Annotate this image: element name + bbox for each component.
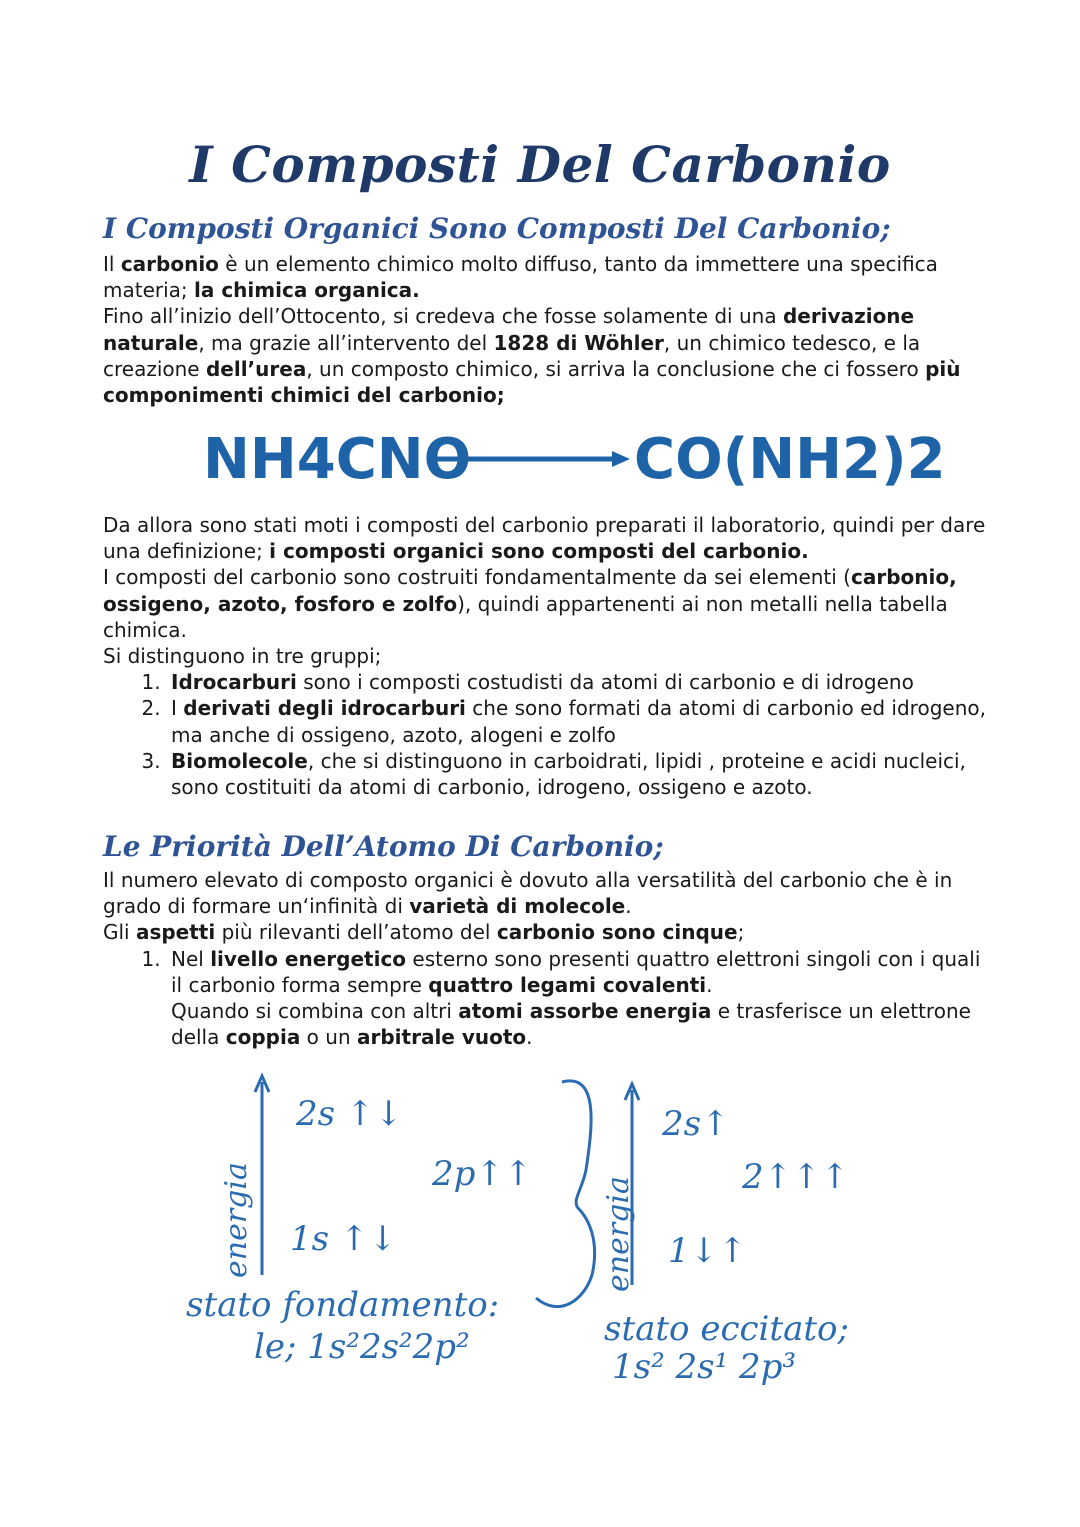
paragraph: Da allora sono stati moti i composti del carbonio preparati il laboratorio, quindi per dare una definizione; i composti organici sono composti del carbonio. — [103, 513, 986, 564]
paragraph: Il carbonio è un elemento chimico molto diffuso, tanto da immettere una specifica materia; la chimica organica. — [103, 252, 938, 303]
paragraph: Il numero elevato di composto organici è dovuto alla versatilità del carbonio che è in grado di formare un‘infinità di varietà di molecole. — [103, 868, 953, 919]
paragraph: I composti del carbonio sono costruiti fondamentalmente da sei elementi (carbonio, ossigeno, azoto, fosforo e zolfo), quindi appartenenti ai non metalli nella tabella chimica. — [103, 565, 957, 642]
right-caption-state: stato eccitato; — [604, 1309, 849, 1349]
page-title: I Composti Del Carbonio — [189, 135, 891, 194]
paragraph: Fino all’inizio dell’Ottocento, si credeva che fosse solamente di una derivazione naturale, ma grazie all’intervento del 1828 di Wöhler, un chimico tedesco, e la creazione dell’urea, un composto chimico, si arriva la conclusione che ci fossero più componimenti chimici del carbonio; — [103, 304, 961, 408]
paragraph: Gli aspetti più rilevanti dell’atomo del carbonio sono cinque; — [103, 920, 745, 945]
list-item: 1. Nel livello energetico esterno sono presenti quattro elettroni singoli con i quali il carbonio forma sempre quattro legami covalenti. Quando si combina con altri atomi assorbe energia e trasferisce un elettrone della coppia o un arbitrale vuoto. — [167, 946, 993, 1051]
right-axis-label: energia — [601, 1176, 636, 1292]
right-caption-config: 1s² 2s¹ 2p³ — [612, 1347, 797, 1387]
brace-icon — [536, 1081, 595, 1307]
right-level-1s: 1↓↑ — [668, 1231, 747, 1271]
left-level-1s: 1s ↑↓ — [290, 1219, 397, 1259]
product-label: CO(NH2)2 — [634, 427, 946, 492]
right-level-2p: 2↑↑↑ — [742, 1157, 850, 1197]
paragraph: Si distinguono in tre gruppi; — [103, 644, 382, 669]
reactant-label: NH4CNO — [203, 427, 472, 492]
right-level-2s: 2s↑ — [662, 1104, 730, 1144]
left-axis-label: energia — [219, 1162, 254, 1278]
list-item: 1. Idrocarburi sono i composti costudisti da atomi di carbonio e di idrogeno — [167, 669, 993, 695]
list-item: 2. I derivati degli idrocarburi che sono formati da atomi di carbonio ed idrogeno, ma anche di ossigeno, azoto, alogeni e zolfo — [167, 695, 993, 747]
left-caption-state: stato fondamento: — [186, 1285, 500, 1325]
list-item: 3. Biomolecole, che si distinguono in carboidrati, lipidi , proteine e acidi nucleici, sono costituiti da atomi di carbonio, idrogeno, ossigeno e azoto. — [167, 748, 993, 800]
left-level-2p: 2p↑↑ — [432, 1154, 533, 1194]
left-level-2s: 2s ↑↓ — [296, 1094, 403, 1134]
section-heading-carbon-properties: Le Priorità Dell’Atomo Di Carbonio; — [103, 830, 664, 863]
section-heading-organic-compounds: I Composti Organici Sono Composti Del Carbonio; — [103, 212, 891, 245]
left-caption-config: le; 1s²2s²2p² — [254, 1327, 470, 1367]
